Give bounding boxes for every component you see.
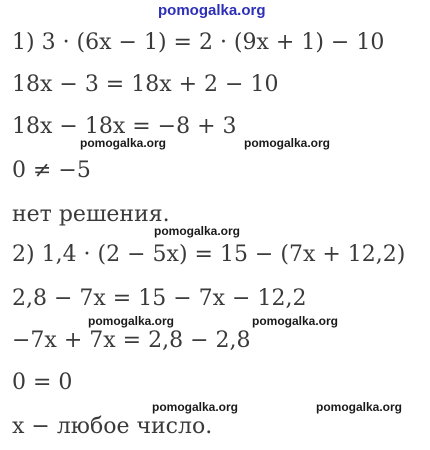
watermark-2: pomogalka.org — [244, 136, 331, 150]
solution-line-9: 0 = 0 — [12, 370, 73, 395]
watermark-top: pomogalka.org — [158, 2, 266, 19]
watermark-6: pomogalka.org — [152, 400, 239, 414]
solution-line-3: 18x − 18x = −8 + 3 — [12, 114, 237, 139]
solution-line-5: нет решения. — [12, 202, 170, 227]
solution-line-4: 0 ≠ −5 — [12, 158, 91, 183]
solution-line-1: 1) 3 · (6x − 1) = 2 · (9x + 1) − 10 — [12, 30, 385, 55]
watermark-5: pomogalka.org — [252, 314, 339, 328]
watermark-3: pomogalka.org — [154, 224, 241, 238]
solution-line-8: −7x + 7x = 2,8 − 2,8 — [12, 328, 251, 353]
solution-line-7: 2,8 − 7x = 15 − 7x − 12,2 — [12, 286, 307, 311]
solution-line-6: 2) 1,4 · (2 − 5x) = 15 − (7x + 12,2) — [12, 242, 406, 267]
solution-line-2: 18x − 3 = 18x + 2 − 10 — [12, 72, 279, 97]
watermark-4: pomogalka.org — [88, 314, 175, 328]
watermark-1: pomogalka.org — [80, 136, 167, 150]
solution-line-10: x − любое число. — [12, 414, 213, 439]
watermark-7: pomogalka.org — [316, 400, 403, 414]
